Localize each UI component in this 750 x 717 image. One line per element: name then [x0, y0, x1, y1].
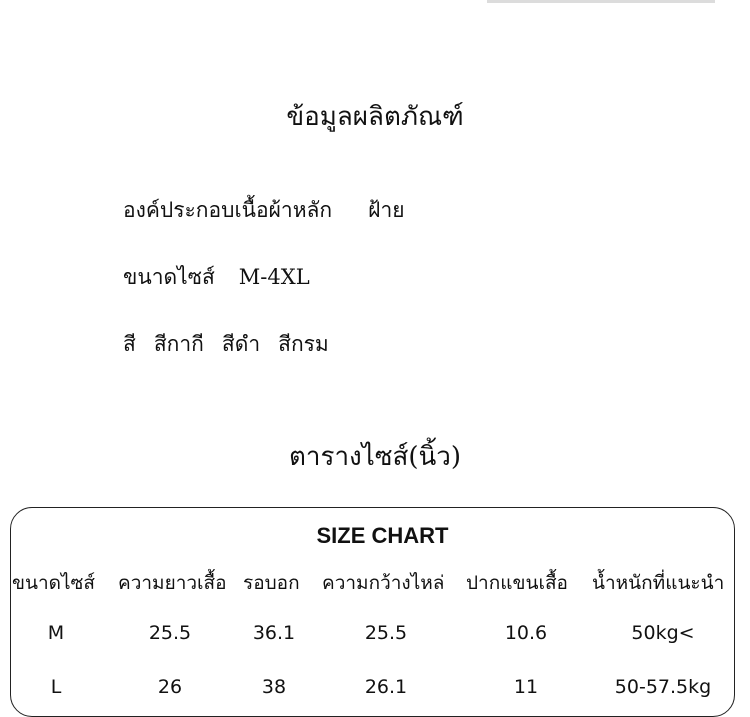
table-cell: 50kg< — [631, 622, 695, 644]
size-label: ขนาดไซส์ — [123, 265, 215, 289]
table-cell: 38 — [261, 676, 287, 698]
color-row — [123, 328, 329, 361]
header-shoulder: ความกว้างไหล่ — [322, 572, 445, 594]
table-cell: M — [47, 622, 65, 644]
table-cell: 25.5 — [148, 622, 192, 644]
material-label: องค์ประกอบเนื้อผ้าหลัก — [123, 198, 333, 222]
table-cell: 50-57.5kg — [614, 676, 712, 698]
top-divider-strip — [487, 0, 715, 3]
size-value: M-4XL — [238, 265, 310, 289]
header-length: ความยาวเสื้อ — [118, 572, 227, 594]
color-black: สีดำ — [221, 332, 261, 356]
table-cell: 11 — [513, 676, 539, 698]
color-navy: สีกรม — [278, 332, 329, 356]
header-chest: รอบอก — [243, 572, 300, 594]
table-cell: 26.1 — [364, 676, 408, 698]
size-table-title: ตารางไซส์(นิ้ว) — [289, 442, 461, 472]
material-value: ฝ้าย — [368, 198, 405, 222]
material-row — [123, 194, 405, 227]
color-label: สี — [123, 332, 136, 356]
table-cell: 10.6 — [504, 622, 548, 644]
table-cell: 26 — [157, 676, 183, 698]
color-khaki: สีกากี — [153, 332, 204, 356]
header-weight: น้ำหนักที่แนะนำ — [592, 572, 725, 594]
header-size: ขนาดไซส์ — [12, 572, 96, 594]
size-row — [123, 261, 310, 294]
table-cell: 25.5 — [364, 622, 408, 644]
table-cell: 36.1 — [252, 622, 296, 644]
table-cell: L — [50, 676, 62, 698]
header-cuff: ปากแขนเสื้อ — [466, 572, 568, 594]
product-info-title: ข้อมูลผลิตภัณฑ์ — [286, 102, 464, 132]
size-chart-title: SIZE CHART — [316, 523, 449, 548]
